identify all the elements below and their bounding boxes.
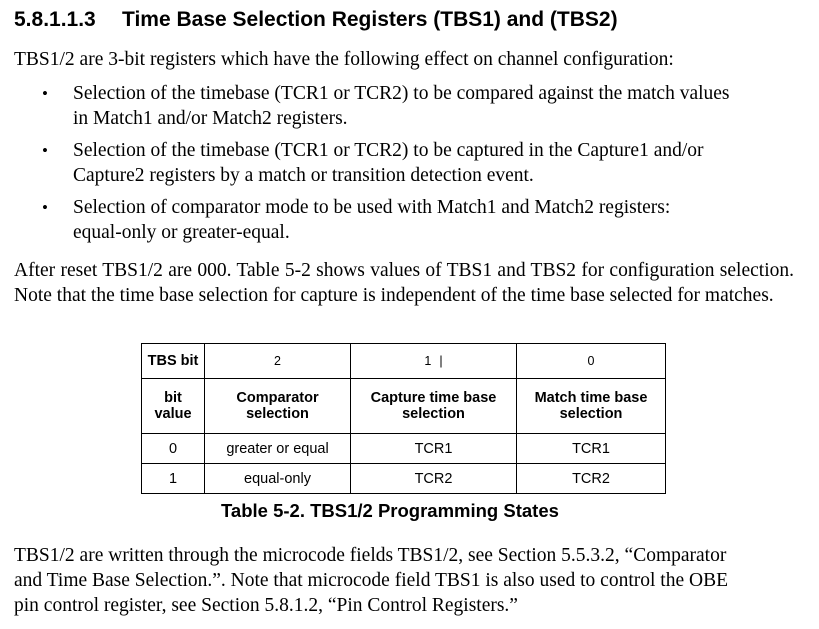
bullet-dot-icon: • — [42, 198, 48, 217]
bullet-dot-icon: • — [42, 141, 48, 160]
tbs-table — [141, 343, 666, 494]
bullet-dot-icon: • — [42, 84, 48, 103]
table-row — [142, 464, 666, 494]
bullet-line: in Match1 and/or Match2 registers. — [73, 108, 348, 129]
header-cell: 2 — [205, 344, 351, 379]
bullet-item — [14, 81, 804, 131]
subheader-cell — [351, 379, 517, 434]
closing-line: and Time Base Selection.”. Note that microcode field TBS1 is also used to control the OBE — [14, 570, 728, 591]
subheader-cell — [517, 379, 666, 434]
header-cell-text: 1 — [424, 354, 432, 368]
table-caption: Table 5-2. TBS1/2 Programming States — [221, 500, 559, 521]
table-cell: TCR1 — [351, 434, 517, 464]
subheader-line: selection — [402, 406, 465, 422]
table-cell: equal-only — [205, 464, 351, 494]
table-cell: greater or equal — [205, 434, 351, 464]
reset-paragraph: After reset TBS1/2 are 000. Table 5-2 shows values of TBS1 and TBS2 for configuration selection. Note that the time base selection for capture is independent of the time base selected for matches. — [14, 260, 794, 306]
bullet-line: equal-only or greater-equal. — [73, 222, 290, 243]
closing-paragraph — [14, 543, 804, 618]
bullet-line: Selection of the timebase (TCR1 or TCR2) to be captured in the Capture1 and/or — [73, 140, 704, 161]
header-cell — [351, 344, 517, 379]
table-cell: 0 — [142, 434, 205, 464]
header-cell: TBS bit — [142, 344, 205, 379]
closing-line: pin control register, see Section 5.8.1.2, “Pin Control Registers.” — [14, 595, 518, 616]
table-cell: 1 — [142, 464, 205, 494]
bullet-item — [14, 195, 804, 245]
table-row — [142, 434, 666, 464]
section-title: Time Base Selection Registers (TBS1) and (TBS2) — [122, 8, 618, 31]
closing-line: TBS1/2 are written through the microcode fields TBS1/2, see Section 5.5.3.2, “Comparator — [14, 545, 727, 566]
section-number: 5.8.1.1.3 — [14, 8, 96, 31]
subheader-line: Comparator — [236, 390, 319, 406]
bullet-line: Selection of comparator mode to be used with Match1 and Match2 registers: — [73, 197, 671, 218]
subheader-line: selection — [246, 406, 309, 422]
subheader-line: selection — [559, 406, 623, 422]
subheader-line: value — [154, 406, 192, 422]
section-heading — [14, 8, 618, 32]
table-cell: TCR2 — [517, 464, 666, 494]
bullet-list — [14, 81, 804, 252]
bullet-line: Selection of the timebase (TCR1 or TCR2) to be compared against the match values — [73, 83, 730, 104]
subheader-cell — [205, 379, 351, 434]
subheader-cell — [142, 379, 205, 434]
table-subheader-row — [142, 379, 666, 434]
bullet-line: Capture2 registers by a match or transition detection event. — [73, 165, 534, 186]
table-cell: TCR1 — [517, 434, 666, 464]
table-header-row — [142, 344, 666, 379]
table-cell: TCR2 — [351, 464, 517, 494]
subheader-line: bit — [164, 390, 182, 406]
subheader-line: Capture time base — [370, 390, 497, 406]
text-cursor-mark: | — [439, 354, 443, 368]
intro-paragraph: TBS1/2 are 3-bit registers which have the following effect on channel configuration: — [14, 49, 674, 70]
header-cell: 0 — [517, 344, 666, 379]
bullet-item — [14, 138, 804, 188]
subheader-line: Match time base — [534, 390, 648, 406]
